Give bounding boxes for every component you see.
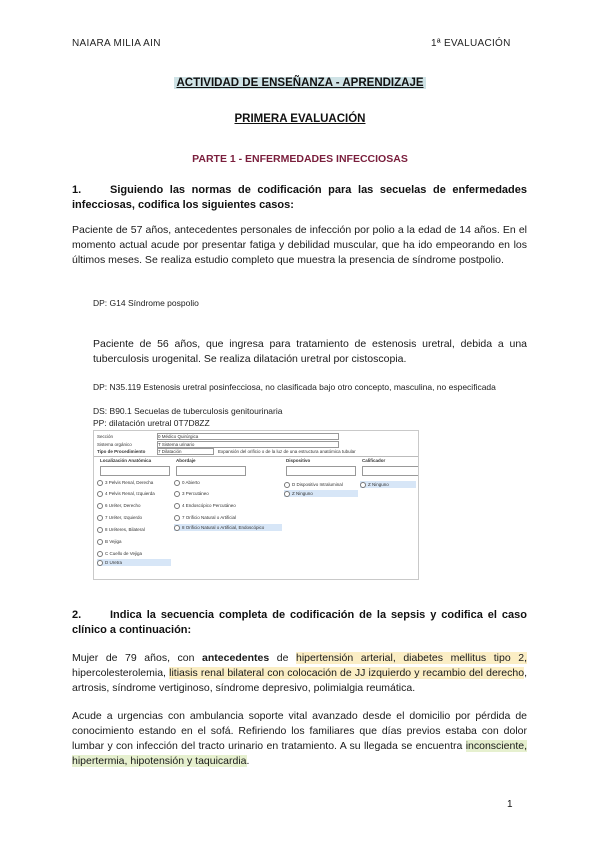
option-device-selected[interactable]: Z Ninguno <box>284 490 358 497</box>
radio-icon <box>97 527 103 533</box>
option-location[interactable]: 8 Uréteres, Bilateral <box>97 526 171 533</box>
header-evaluation: 1ª EVALUACIÓN <box>431 38 511 49</box>
option-location[interactable]: 4 Pelvis Renal, Izquierda <box>97 490 171 497</box>
pcs-coding-screenshot <box>93 430 419 580</box>
part-title: PARTE 1 - ENFERMEDADES INFECCIOSAS <box>192 153 408 165</box>
option-qualifier-selected[interactable]: Z Ninguno <box>360 481 416 488</box>
field-procedure-type: Tipo de Procedimiento 7 Dilatación Expansión del orificio o de la luz de una estructura anatómica tubular <box>97 448 356 454</box>
radio-icon <box>97 560 103 566</box>
select-section[interactable]: 0 Médico Quirúrgica <box>157 433 339 440</box>
case-3-paragraph-2: Acude a urgencias con ambulancia soporte vital avanzado desde el domicilio por pérdida de conocimiento estando en el sofá. Refiriendo los familiares que días previos estaba con dolor lumbar y con infección del tracto urinario en tratamiento. A su llegada se encuentra inconsciente, hipertermia, hipotensión y taquicardia. <box>72 710 527 767</box>
option-approach[interactable]: 0 Abierto <box>174 479 248 486</box>
case-2-ds: DS: B90.1 Secuelas de tuberculosis genitourinaria <box>93 406 283 416</box>
select-procedure-type[interactable]: 7 Dilatación <box>157 448 214 455</box>
question-number: 2. <box>72 609 82 621</box>
radio-icon <box>174 525 180 531</box>
main-title-wrap <box>0 73 600 91</box>
header-author: NAIARA MILIA AIN <box>72 38 161 49</box>
column-header-location: Localización Anatómica <box>100 458 152 463</box>
highlight-hypertension: hipertensión arterial, diabetes mellitus tipo 2, <box>295 652 527 664</box>
field-system: Sistema orgánico T Sistema urinario <box>97 441 339 447</box>
column-header-approach: Abordaje <box>176 458 196 463</box>
procedure-hint: Expansión del orificio o de la luz de una estructura anatómica tubular <box>218 448 356 454</box>
radio-icon <box>174 503 180 509</box>
column-header-qualifier: Calificador <box>362 458 386 463</box>
option-approach[interactable]: 4 Endoscópico Percutáneo <box>174 502 248 509</box>
option-approach[interactable]: 7 Orificio Natural o Artificial <box>174 514 248 521</box>
filter-device[interactable] <box>286 466 356 476</box>
option-location-selected[interactable]: D Uretra <box>97 559 171 566</box>
radio-icon <box>97 551 103 557</box>
case-2-pp: PP: dilatación uretral 0T7D8ZZ <box>93 418 210 428</box>
divider <box>94 456 418 457</box>
radio-icon <box>97 491 103 497</box>
option-device[interactable]: D Dispositivo Intraluminal <box>284 481 358 488</box>
filter-approach[interactable] <box>176 466 246 476</box>
sub-title-wrap <box>0 109 600 127</box>
radio-icon <box>97 503 103 509</box>
option-approach-selected[interactable]: 8 Orificio Natural o Artificial, Endoscópico <box>174 524 282 531</box>
radio-icon <box>97 480 103 486</box>
question-number: 1. <box>72 184 82 196</box>
radio-icon <box>360 482 366 488</box>
option-location[interactable]: 3 Pelvis Renal, Derecha <box>97 479 171 486</box>
highlight-litiasis: litiasis renal bilateral con colocación de JJ izquierdo y recambio del derecho <box>169 667 525 679</box>
radio-icon <box>174 515 180 521</box>
case-2-dp: DP: N35.119 Estenosis uretral posinfecciosa, no clasificada bajo otro concepto, masculina, no especificada <box>93 382 496 392</box>
case-1-dp: DP: G14 Síndrome pospolio <box>93 298 199 308</box>
question-1 <box>72 183 527 213</box>
question-2 <box>72 608 527 638</box>
case-1-text: Paciente de 57 años, antecedentes personales de infección por polio a la edad de 14 años. En el momento actual acude por presentar fatiga y debilidad muscular, que ha ido empeorando en los últimos meses. Se realiza estudio completo que muestra la presencia de síndrome postpolio. <box>72 224 527 266</box>
case-3-paragraph-1: Mujer de 79 años, con antecedentes de hipertensión arterial, diabetes mellitus tipo 2, hipercolesterolemia, litiasis renal bilateral con colocación de JJ izquierdo y recambio del derecho, artrosis, síndrome vertiginoso, síndrome depresivo, polimialgia reumática. <box>72 652 527 694</box>
option-location[interactable]: B Vejiga <box>97 538 171 545</box>
select-system[interactable]: T Sistema urinario <box>157 441 339 448</box>
highlight-antecedentes: antecedentes <box>202 652 270 664</box>
question-text: Siguiendo las normas de codificación para las secuelas de enfermedades infecciosas, codifica los siguientes casos: <box>72 184 527 211</box>
page-number: 1 <box>507 799 513 810</box>
radio-icon <box>174 480 180 486</box>
field-section: Sección 0 Médico Quirúrgica <box>97 433 339 439</box>
option-location[interactable]: C Cuello de Vejiga <box>97 550 171 557</box>
option-approach[interactable]: 3 Percutáneo <box>174 490 248 497</box>
sub-title: PRIMERA EVALUACIÓN <box>234 113 366 125</box>
option-location[interactable]: 6 Uréter, Derecho <box>97 502 171 509</box>
case-2-text: Paciente de 56 años, que ingresa para tratamiento de estenosis uretral, debida a una tuberculosis urogenital. Se realiza dilatación uretral por cistoscopia. <box>93 338 527 365</box>
radio-icon <box>97 539 103 545</box>
highlight-symptoms: inconsciente, hipertermia, hipotensión y taquicardia <box>72 740 527 767</box>
option-location[interactable]: 7 Uréter, Izquierdo <box>97 514 171 521</box>
radio-icon <box>284 482 290 488</box>
column-header-device: Dispositivo <box>286 458 311 463</box>
filter-qualifier[interactable] <box>362 466 419 476</box>
question-text: Indica la secuencia completa de codificación de la sepsis y codifica el caso clínico a continuación: <box>72 609 527 636</box>
radio-icon <box>97 515 103 521</box>
main-title: ACTIVIDAD DE ENSEÑANZA - APRENDIZAJE <box>176 77 424 89</box>
radio-icon <box>174 491 180 497</box>
filter-location[interactable] <box>100 466 170 476</box>
radio-icon <box>284 491 290 497</box>
